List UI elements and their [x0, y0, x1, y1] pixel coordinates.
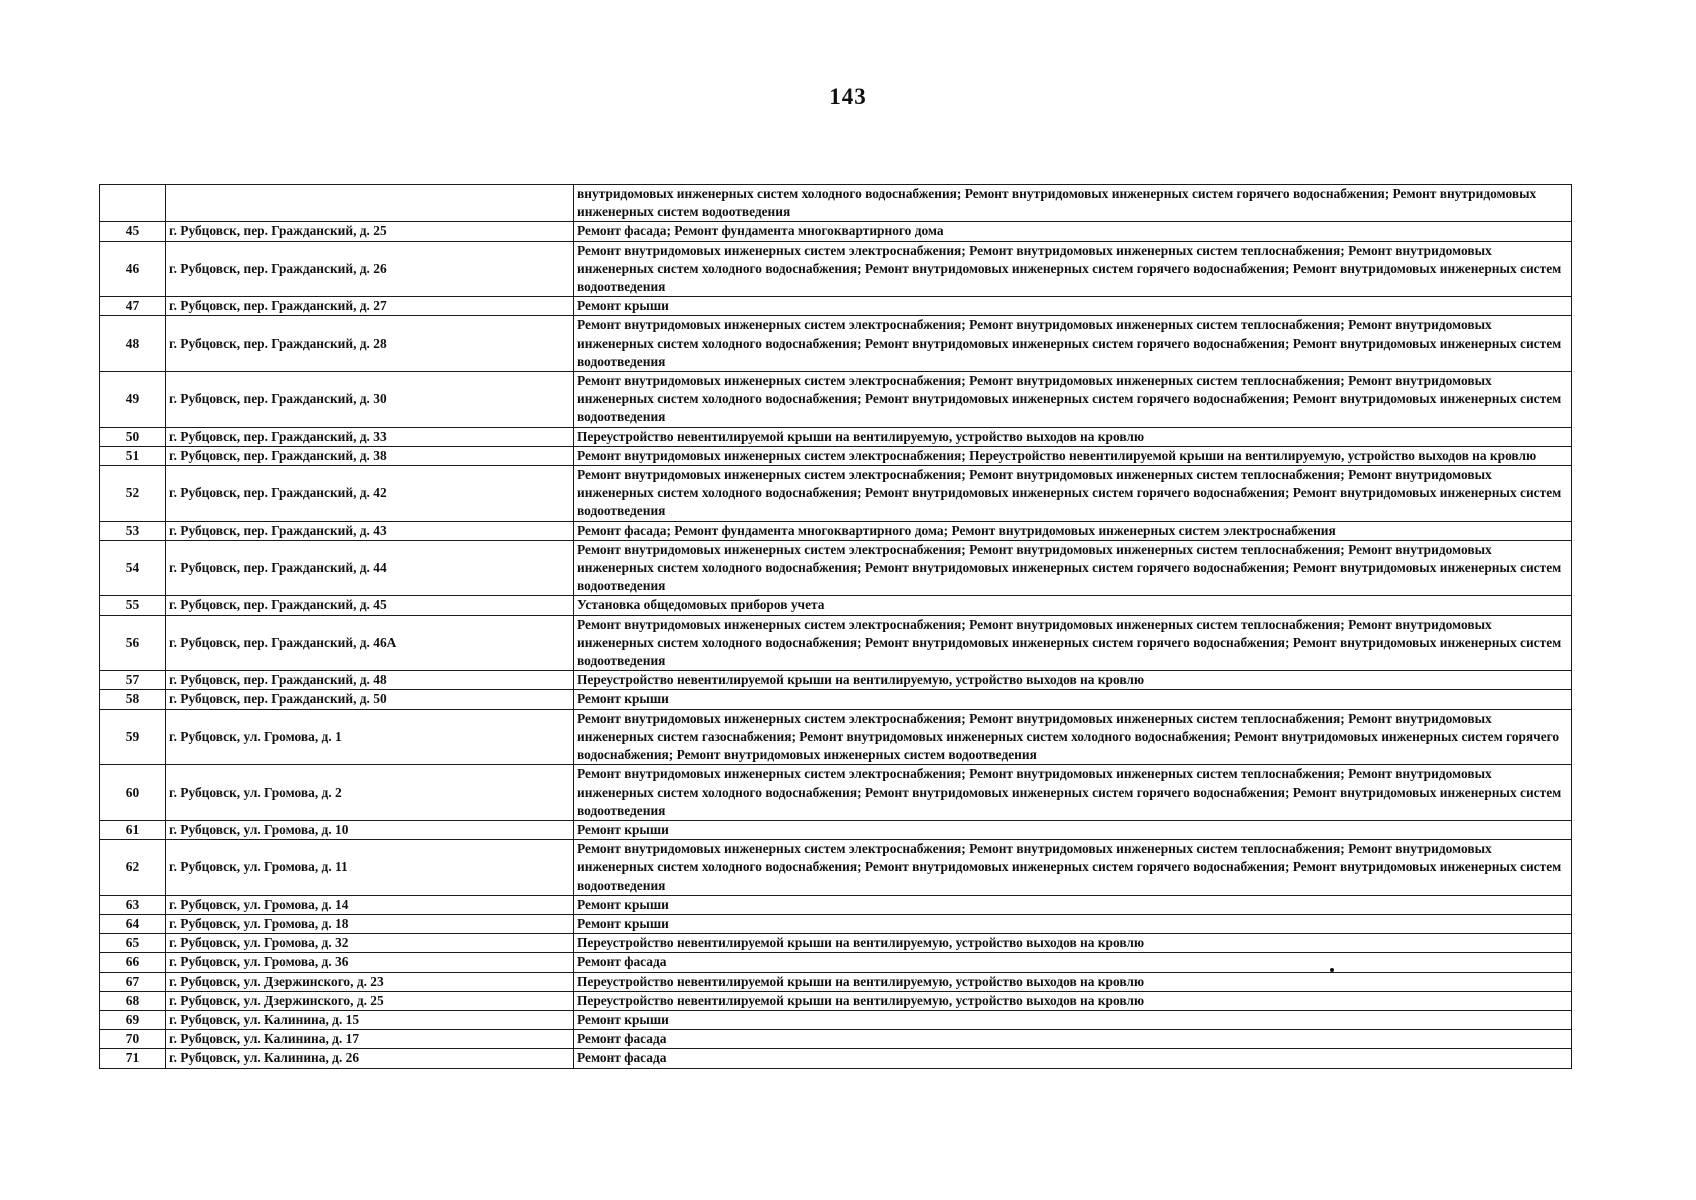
row-number-cell: 68 — [100, 991, 166, 1010]
row-number-cell: 60 — [100, 765, 166, 821]
address-cell: г. Рубцовск, пер. Гражданский, д. 25 — [166, 222, 574, 241]
address-cell: г. Рубцовск, пер. Гражданский, д. 38 — [166, 446, 574, 465]
row-number-cell: 69 — [100, 1010, 166, 1029]
works-cell: Ремонт фасада — [574, 1030, 1572, 1049]
works-cell: Переустройство невентилируемой крыши на вентилируемую, устройство выходов на кровлю — [574, 671, 1572, 690]
works-cell: Переустройство невентилируемой крыши на вентилируемую, устройство выходов на кровлю — [574, 972, 1572, 991]
table-row — [100, 1010, 1572, 1029]
row-number-cell: 50 — [100, 427, 166, 446]
address-cell: г. Рубцовск, ул. Калинина, д. 15 — [166, 1010, 574, 1029]
table-row — [100, 521, 1572, 540]
works-cell: Ремонт внутридомовых инженерных систем электроснабжения; Ремонт внутридомовых инженерных систем теплоснабжения; Ремонт внутридомовых инженерных систем холодного водоснабжения; Ремонт внутридомовых инженерных систем горячего водоснабжения; Ремонт внутридомовых инженерных систем водоотведения — [574, 540, 1572, 596]
page-number: 143 — [829, 84, 867, 109]
address-cell: г. Рубцовск, пер. Гражданский, д. 42 — [166, 466, 574, 522]
address-cell: г. Рубцовск, пер. Гражданский, д. 44 — [166, 540, 574, 596]
table-row — [100, 690, 1572, 709]
address-cell: г. Рубцовск, ул. Калинина, д. 26 — [166, 1049, 574, 1068]
address-cell: г. Рубцовск, пер. Гражданский, д. 28 — [166, 316, 574, 372]
address-cell: г. Рубцовск, пер. Гражданский, д. 30 — [166, 372, 574, 428]
table-row — [100, 222, 1572, 241]
address-cell: г. Рубцовск, ул. Дзержинского, д. 25 — [166, 991, 574, 1010]
row-number-cell: 66 — [100, 953, 166, 972]
table-row — [100, 1030, 1572, 1049]
address-cell: г. Рубцовск, пер. Гражданский, д. 27 — [166, 297, 574, 316]
table-row — [100, 540, 1572, 596]
table-row — [100, 953, 1572, 972]
address-cell: г. Рубцовск, пер. Гражданский, д. 48 — [166, 671, 574, 690]
row-number-cell: 67 — [100, 972, 166, 991]
table-row — [100, 914, 1572, 933]
row-number-cell: 63 — [100, 895, 166, 914]
works-table-body — [100, 185, 1572, 1069]
address-cell: г. Рубцовск, ул. Громова, д. 32 — [166, 934, 574, 953]
row-number-cell: 58 — [100, 690, 166, 709]
works-cell: Ремонт внутридомовых инженерных систем электроснабжения; Ремонт внутридомовых инженерных систем теплоснабжения; Ремонт внутридомовых инженерных систем холодного водоснабжения; Ремонт внутридомовых инженерных систем горячего водоснабжения; Ремонт внутридомовых инженерных систем водоотведения — [574, 765, 1572, 821]
row-number-cell: 64 — [100, 914, 166, 933]
address-cell: г. Рубцовск, пер. Гражданский, д. 43 — [166, 521, 574, 540]
row-number-cell: 54 — [100, 540, 166, 596]
row-number-cell: 56 — [100, 615, 166, 671]
works-cell: внутридомовых инженерных систем холодного водоснабжения; Ремонт внутридомовых инженерных систем горячего водоснабжения; Ремонт внутридомовых инженерных систем водоотведения — [574, 185, 1572, 222]
row-number-cell: 70 — [100, 1030, 166, 1049]
works-cell: Ремонт фасада; Ремонт фундамента многоквартирного дома — [574, 222, 1572, 241]
works-cell: Ремонт фасада — [574, 953, 1572, 972]
address-cell — [166, 185, 574, 222]
works-cell: Переустройство невентилируемой крыши на вентилируемую, устройство выходов на кровлю — [574, 934, 1572, 953]
works-cell: Ремонт крыши — [574, 914, 1572, 933]
row-number-cell: 49 — [100, 372, 166, 428]
address-cell: г. Рубцовск, ул. Громова, д. 2 — [166, 765, 574, 821]
address-cell: г. Рубцовск, ул. Громова, д. 1 — [166, 709, 574, 765]
works-cell: Ремонт крыши — [574, 690, 1572, 709]
table-row — [100, 596, 1572, 615]
address-cell: г. Рубцовск, ул. Калинина, д. 17 — [166, 1030, 574, 1049]
row-number-cell: 62 — [100, 840, 166, 896]
table-row — [100, 1049, 1572, 1068]
works-cell: Ремонт фасада — [574, 1049, 1572, 1068]
table-row — [100, 241, 1572, 297]
works-cell: Ремонт крыши — [574, 820, 1572, 839]
table-row — [100, 895, 1572, 914]
row-number-cell: 65 — [100, 934, 166, 953]
address-cell: г. Рубцовск, ул. Громова, д. 11 — [166, 840, 574, 896]
row-number-cell: 45 — [100, 222, 166, 241]
row-number-cell: 46 — [100, 241, 166, 297]
works-cell: Ремонт крыши — [574, 1010, 1572, 1029]
row-number-cell: 48 — [100, 316, 166, 372]
address-cell: г. Рубцовск, пер. Гражданский, д. 50 — [166, 690, 574, 709]
address-cell: г. Рубцовск, пер. Гражданский, д. 33 — [166, 427, 574, 446]
table-row — [100, 185, 1572, 222]
works-cell: Ремонт внутридомовых инженерных систем электроснабжения; Ремонт внутридомовых инженерных систем теплоснабжения; Ремонт внутридомовых инженерных систем холодного водоснабжения; Ремонт внутридомовых инженерных систем горячего водоснабжения; Ремонт внутридомовых инженерных систем водоотведения — [574, 241, 1572, 297]
works-cell: Переустройство невентилируемой крыши на вентилируемую, устройство выходов на кровлю — [574, 991, 1572, 1010]
works-cell: Ремонт внутридомовых инженерных систем электроснабжения; Ремонт внутридомовых инженерных систем теплоснабжения; Ремонт внутридомовых инженерных систем холодного водоснабжения; Ремонт внутридомовых инженерных систем горячего водоснабжения; Ремонт внутридомовых инженерных систем водоотведения — [574, 615, 1572, 671]
row-number-cell: 53 — [100, 521, 166, 540]
table-row — [100, 991, 1572, 1010]
table-row — [100, 297, 1572, 316]
row-number-cell: 52 — [100, 466, 166, 522]
works-cell: Ремонт внутридомовых инженерных систем электроснабжения; Ремонт внутридомовых инженерных систем теплоснабжения; Ремонт внутридомовых инженерных систем холодного водоснабжения; Ремонт внутридомовых инженерных систем горячего водоснабжения; Ремонт внутридомовых инженерных систем водоотведения — [574, 316, 1572, 372]
table-row — [100, 427, 1572, 446]
row-number-cell: 59 — [100, 709, 166, 765]
row-number-cell: 61 — [100, 820, 166, 839]
table-row — [100, 840, 1572, 896]
table-row — [100, 446, 1572, 465]
address-cell: г. Рубцовск, пер. Гражданский, д. 46А — [166, 615, 574, 671]
address-cell: г. Рубцовск, ул. Громова, д. 14 — [166, 895, 574, 914]
works-cell: Ремонт внутридомовых инженерных систем электроснабжения; Переустройство невентилируемой крыши на вентилируемую, устройство выходов на кровлю — [574, 446, 1572, 465]
address-cell: г. Рубцовск, ул. Громова, д. 18 — [166, 914, 574, 933]
table-row — [100, 615, 1572, 671]
row-number-cell: 55 — [100, 596, 166, 615]
works-cell: Ремонт фасада; Ремонт фундамента многоквартирного дома; Ремонт внутридомовых инженерных систем электроснабжения — [574, 521, 1572, 540]
works-cell: Установка общедомовых приборов учета — [574, 596, 1572, 615]
address-cell: г. Рубцовск, ул. Громова, д. 10 — [166, 820, 574, 839]
works-cell: Ремонт крыши — [574, 297, 1572, 316]
table-row — [100, 972, 1572, 991]
row-number-cell — [100, 185, 166, 222]
row-number-cell: 51 — [100, 446, 166, 465]
table-row — [100, 671, 1572, 690]
table-row — [100, 820, 1572, 839]
row-number-cell: 47 — [100, 297, 166, 316]
table-row — [100, 709, 1572, 765]
works-cell: Ремонт внутридомовых инженерных систем электроснабжения; Ремонт внутридомовых инженерных систем теплоснабжения; Ремонт внутридомовых инженерных систем газоснабжения; Ремонт внутридомовых инженерных систем холодного водоснабжения; Ремонт внутридомовых инженерных систем горячего водоснабжения; Ремонт внутридомовых инженерных систем водоотведения — [574, 709, 1572, 765]
table-row — [100, 316, 1572, 372]
works-table — [99, 184, 1572, 1069]
row-number-cell: 71 — [100, 1049, 166, 1068]
address-cell: г. Рубцовск, пер. Гражданский, д. 45 — [166, 596, 574, 615]
address-cell: г. Рубцовск, ул. Дзержинского, д. 23 — [166, 972, 574, 991]
works-cell: Ремонт внутридомовых инженерных систем электроснабжения; Ремонт внутридомовых инженерных систем теплоснабжения; Ремонт внутридомовых инженерных систем холодного водоснабжения; Ремонт внутридомовых инженерных систем горячего водоснабжения; Ремонт внутридомовых инженерных систем водоотведения — [574, 466, 1572, 522]
address-cell: г. Рубцовск, пер. Гражданский, д. 26 — [166, 241, 574, 297]
works-cell: Ремонт внутридомовых инженерных систем электроснабжения; Ремонт внутридомовых инженерных систем теплоснабжения; Ремонт внутридомовых инженерных систем холодного водоснабжения; Ремонт внутридомовых инженерных систем горячего водоснабжения; Ремонт внутридомовых инженерных систем водоотведения — [574, 372, 1572, 428]
scan-dot-mark — [1330, 968, 1334, 972]
table-row — [100, 372, 1572, 428]
table-row — [100, 765, 1572, 821]
works-cell: Ремонт крыши — [574, 895, 1572, 914]
works-cell: Ремонт внутридомовых инженерных систем электроснабжения; Ремонт внутридомовых инженерных систем теплоснабжения; Ремонт внутридомовых инженерных систем холодного водоснабжения; Ремонт внутридомовых инженерных систем горячего водоснабжения; Ремонт внутридомовых инженерных систем водоотведения — [574, 840, 1572, 896]
table-row — [100, 466, 1572, 522]
table-row — [100, 934, 1572, 953]
works-cell: Переустройство невентилируемой крыши на вентилируемую, устройство выходов на кровлю — [574, 427, 1572, 446]
row-number-cell: 57 — [100, 671, 166, 690]
address-cell: г. Рубцовск, ул. Громова, д. 36 — [166, 953, 574, 972]
